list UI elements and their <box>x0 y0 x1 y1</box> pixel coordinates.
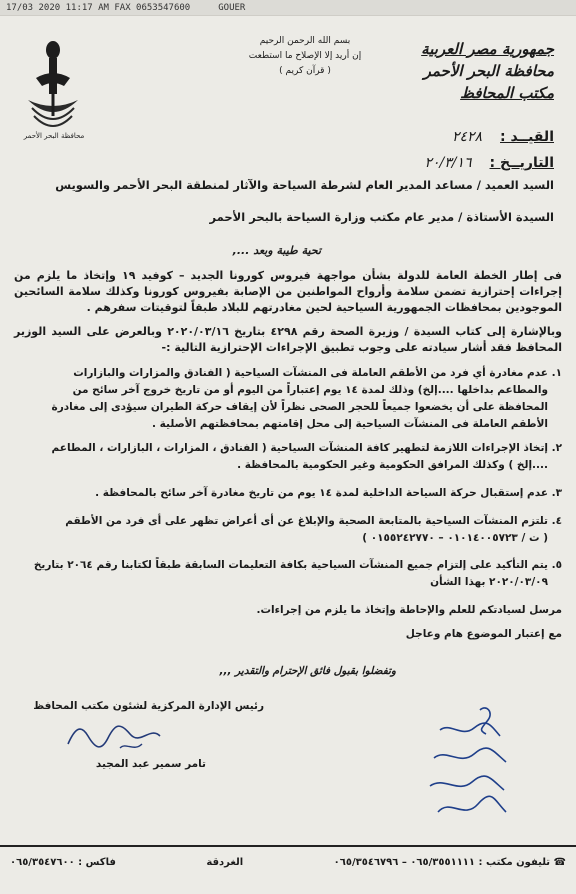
list-item-2 <box>34 440 562 474</box>
item-number: ١. <box>551 367 562 379</box>
issuer-office: مكتب المحافظ <box>460 84 554 102</box>
item-number: ٢. <box>551 442 562 454</box>
issuer-governorate: محافظة البحر الأحمر <box>423 62 554 80</box>
closing-note: مرسل لسيادتكم للعلم والإحاطة وإتخاذ ما يلزم من إجراءات. <box>256 604 562 616</box>
paragraph-reference: وبالإشارة إلى كتاب السيدة / وزيرة الصحة رقم ٤٢٩٨ بتاريخ ٢٠٢٠/٠٣/١٦ وبالعرض على السيد الوزير المحافظ فقد أشار سيادته على وجوب تطبيق الإجراءات الإحترازية التالية :- <box>14 325 562 354</box>
handwritten-note-icon <box>420 700 520 830</box>
signature-title: رئيس الإدارة المركزية لشئون مكتب المحافظ <box>33 700 264 712</box>
item-line: الأطقم العاملة فى المنشآت السياحية إلى محل إقامتهم بمحافظتهم الأصلية . <box>152 418 548 430</box>
list-item-1 <box>34 365 562 433</box>
list-item-4 <box>34 513 562 547</box>
basmala-verse: إن أريد إلا الإصلاح ما استطعت <box>248 51 362 61</box>
footer-city: الغردقة <box>206 856 244 868</box>
list-item-5 <box>34 557 562 591</box>
addressee-2: السيدة الأستاذة / مدير عام مكتب وزارة السياحة بالبحر الأحمر <box>209 210 554 224</box>
reference-block <box>424 124 554 176</box>
ref-date-value: ٢٠/٣/١٦ <box>424 155 472 171</box>
item-line: والمطاعم بداخلها ....إلخ) وذلك لمدة ١٤ يوم إعتباراً من اليوم أو من تاريخ خروج آخر سائح من <box>72 384 548 396</box>
regards-line: وتفضلوا بقبول فائق الإحترام والتقدير ,,, <box>219 665 396 677</box>
list-item-3 <box>34 485 562 502</box>
footer-fax: فاكس : ٠٦٥/٣٥٤٧٦٠٠ <box>10 856 116 868</box>
signatory-name: تامر سمير عبد المجيد <box>95 758 206 770</box>
item-number: ٥. <box>551 559 562 571</box>
ref-number-label: القيــد : <box>500 129 554 145</box>
footer-phone: ☎ تليفون مكتب : ٠٦٥/٣٥٥١١١١ – ٠٦٥/٣٥٤٦٧٩٦ <box>333 856 566 868</box>
footer <box>0 852 576 872</box>
issuer-country: جمهورية مصر العربية <box>421 40 554 58</box>
item-line: إتخاذ الإجراءات اللازمة لتطهير كافة المنشآت السياحية ( الفنادق ، المزارات ، البازارات ، المطاعم <box>51 442 548 454</box>
ref-number-value: ٢٤٢٨ <box>451 129 483 145</box>
emblem-caption: محافظة البحر الأحمر <box>23 132 85 140</box>
ref-date-label: التاريــخ : <box>489 155 554 171</box>
handwritten-signature-icon <box>60 718 170 758</box>
fax-header-line: 17/03 2020 11:17 AM FAX 0653547600 <box>6 2 191 13</box>
fax-header <box>0 0 576 16</box>
governorate-emblem-icon <box>24 38 82 142</box>
item-line: ....إلخ ) وكذلك المرافق الحكومية وغير الحكومية بالمحافظة . <box>237 459 548 471</box>
item-line: عدم مغادرة أي فرد من الأطقم العاملة فى المنشآت السياحية ( الفنادق والمزارات والبازارات <box>73 367 548 379</box>
item-number: ٣. <box>551 487 562 499</box>
basmala-line: بسم الله الرحمن الرحيم <box>259 36 351 46</box>
footer-divider <box>0 845 576 847</box>
item-line: ( ت / ٠١٠١٤٠٠٥٧٢٣ – ٠١٥٥٢٤٢٧٧٠ ) <box>362 532 548 544</box>
greeting: تحية طيبة وبعد ..., <box>232 244 321 257</box>
fax-sender: GOUER <box>218 2 246 13</box>
paragraph-intro: فى إطار الخطة العامة للدولة بشأن مواجهة فيروس كورونا الجديد – كوفيد ١٩ وإتخاذ ما يلزم من إجراءات إحترازية تضمن سلامة وأرواح المواطنين من الإصابة بفيروس كورونا وكذلك سلامة السائحين الموجودين بمحافظات الجمهورية السياحية لحين مغادرتهم للبلاد طبقاً لتوقيتات سفرهم . <box>14 269 562 314</box>
item-line: يتم التأكيد على إلتزام جميع المنشآت السياحية بكافة التعليمات السابقة طبقاً لكتابنا رقم ٢٠٦٤ بتاريخ <box>34 559 548 571</box>
urgency-note: مع إعتبار الموضوع هام وعاجل <box>405 628 562 640</box>
item-line: تلتزم المنشآت السياحية بالمتابعة الصحية والإبلاغ عن أى أعراض تظهر على أى فرد من الأطقم <box>65 515 548 527</box>
basmala <box>240 34 370 79</box>
item-line: عدم إستقبال حركة السياحة الداخلية لمدة ١٤ يوم من تاريخ مغادرة آخر سائح بالمحافظة . <box>95 487 548 499</box>
issuer-block <box>421 38 554 104</box>
item-line: المحافظة على أن يخضعوا جميعاً للحجر الصحى نظراً لأن إيقاف حركة الطيران سيؤدى إلى مغادرة <box>51 401 548 413</box>
item-number: ٤. <box>551 515 562 527</box>
item-line: ٢٠٢٠/٠٣/٠٩ بهذا الشأن <box>430 576 548 588</box>
addressee-1: السيد العميد / مساعد المدير العام لشرطة السياحة والآثار لمنطقة البحر الأحمر والسويس <box>55 178 554 192</box>
basmala-source: ( قرآن كريم ) <box>279 66 331 76</box>
